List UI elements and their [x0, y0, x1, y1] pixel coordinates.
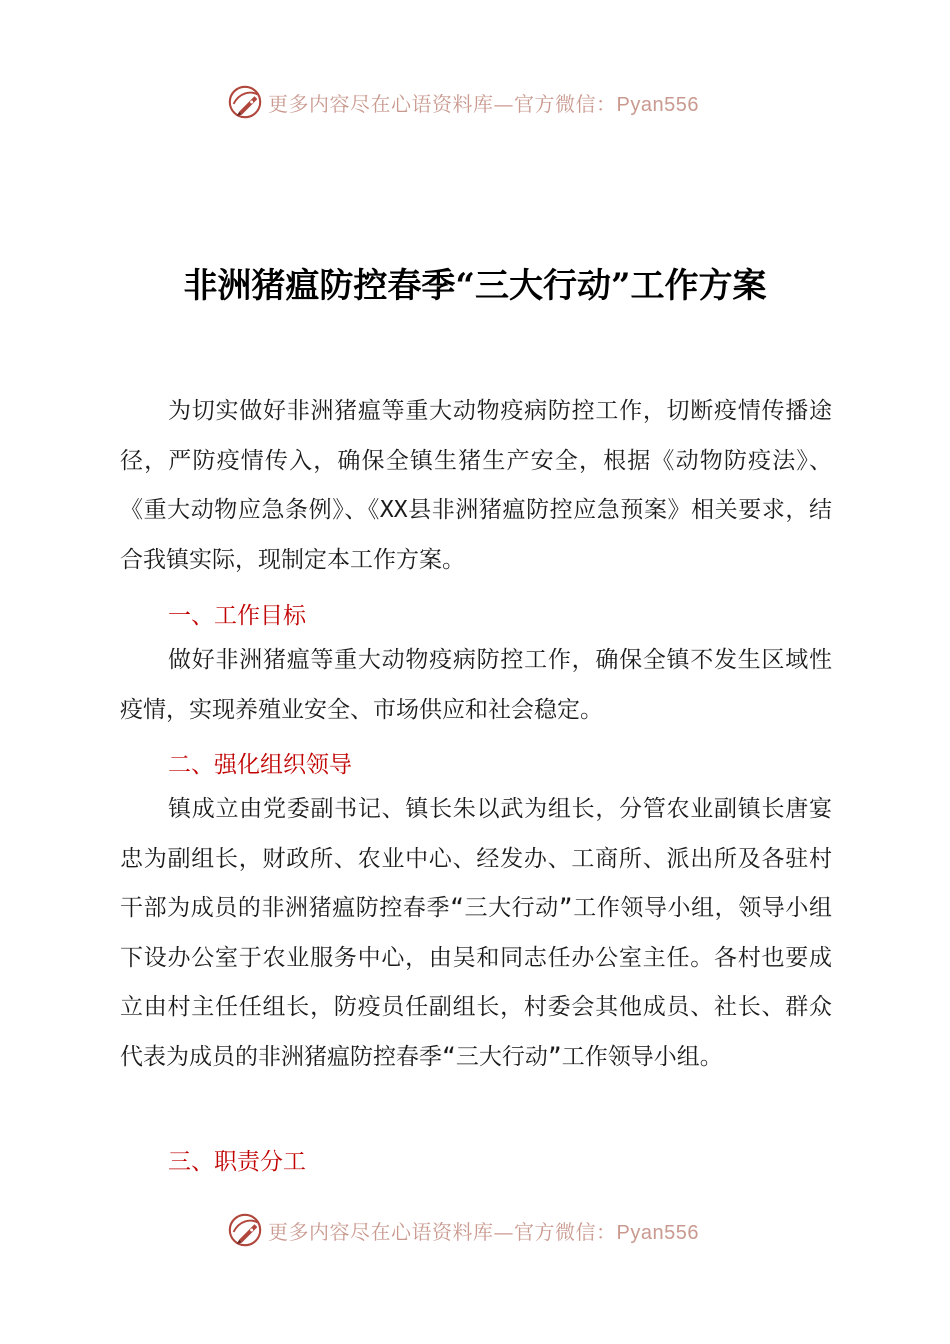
- document-title: 非洲猪瘟防控春季“三大行动”工作方案: [183, 266, 767, 306]
- pen-logo-icon: [226, 1211, 264, 1249]
- section-body-leadership: 镇成立由党委副书记、镇长朱以武为组长，分管农业副镇长唐宴忠为副组长，财政所、农业中心、经发办、工商所、派出所及各驻村干部为成员的非洲猪瘟防控春季“三大行动”工作领导小组，领导小组下设办公室于农业服务中心，由吴和同志任办公室主任。各村也要成立由村主任任组长，防疫员任副组长，村委会其他成员、社长、群众代表为成员的非洲猪瘟防控春季“三大行动”工作领导小组。: [120, 796, 832, 1070]
- watermark-header: [226, 80, 746, 124]
- watermark-text: 更多内容尽在心语资料库—官方微信：Pyan556: [268, 1219, 699, 1244]
- watermark-text: 更多内容尽在心语资料库—官方微信：Pyan556: [268, 91, 699, 116]
- section-heading-goals: 一、工作目标: [168, 603, 306, 629]
- section-body-goals: 做好非洲猪瘟等重大动物疫病防控工作，确保全镇不发生区域性疫情，实现养殖业安全、市场供应和社会稳定。: [120, 647, 832, 723]
- watermark-footer: [226, 1208, 746, 1252]
- intro-paragraph: 为切实做好非洲猪瘟等重大动物疫病防控工作，切断疫情传播途径，严防疫情传入，确保全镇生猪生产安全，根据《动物防疫法》、《重大动物应急条例》、《XX县非洲猪瘟防控应急预案》相关要求，结合我镇实际，现制定本工作方案。: [120, 398, 832, 573]
- section-heading-leadership: 二、强化组织领导: [168, 752, 352, 778]
- pen-logo-icon: [226, 83, 264, 121]
- section-heading-duties: 三、职责分工: [168, 1149, 306, 1175]
